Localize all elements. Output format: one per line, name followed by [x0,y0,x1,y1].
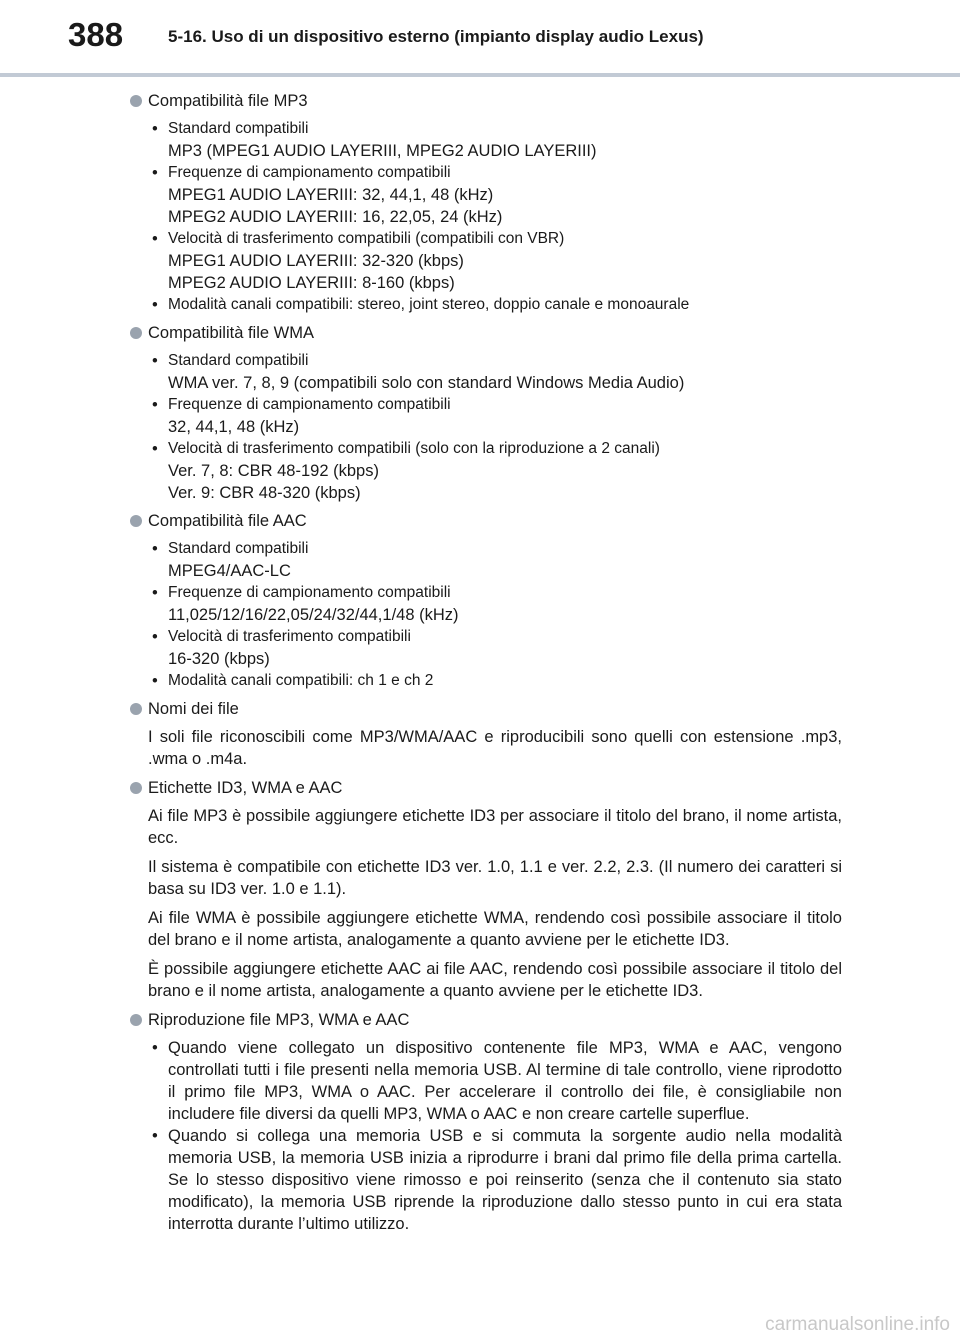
section-mp3 [130,90,842,316]
item-value: 11,025/12/16/22,05/24/32/44,1/48 (kHz) [168,606,459,624]
section-title-aac: Compatibilità file AAC [148,512,307,530]
bullet-circle-icon [130,327,142,339]
section-heading [130,510,842,532]
section-title-wma: Compatibilità file WMA [148,324,314,342]
section-tags [130,777,842,1002]
section-filenames [130,698,842,770]
bullet-dot-icon: • [152,120,158,138]
list-item [130,626,842,670]
bullet-dot-icon: • [152,396,158,414]
paragraph: Ai file MP3 è possibile aggiungere etichette ID3 per associare il titolo del brano, il nome artista, ecc. [148,807,842,847]
page-header [0,0,960,78]
item-label: Frequenze di campionamento compatibili [168,164,451,181]
paragraph: Ai file WMA è possibile aggiungere etichette WMA, rendendo così possibile associare il titolo del brano e il nome artista, analogamente a quanto avviene per le etichette ID3. [148,909,842,949]
list-item [130,118,842,162]
item-label: Frequenze di campionamento compatibili [168,396,451,413]
item-value: MPEG4/AAC-LC [168,562,291,580]
item-value: MP3 (MPEG1 AUDIO LAYERIII, MPEG2 AUDIO LAYERIII) [168,142,597,160]
item-text: Quando si collega una memoria USB e si commuta la sorgente audio nella modalità memoria USB, la memoria USB inizia a riprodurre i brani dal primo file della prima cartella. Se lo stesso dispositivo viene rimosso e poi reinserito (senza che il contenuto sia stato modificato), la memoria USB riprende la riproduzione dallo stesso punto in cui era stata interrotta durante l’ultimo utilizzo. [168,1127,842,1233]
bullet-dot-icon: • [152,352,158,370]
page-number: 388 [68,16,124,53]
bullet-circle-icon [130,703,142,715]
item-label: Frequenze di campionamento compatibili [168,584,451,601]
item-label: Velocità di trasferimento compatibili [168,628,411,645]
list-item [130,394,842,438]
list-item [130,228,842,294]
item-value: Ver. 9: CBR 48-320 (kbps) [168,484,361,502]
list-item [130,438,842,504]
item-label: Velocità di trasferimento compatibili (compatibili con VBR) [168,230,565,247]
paragraph: È possibile aggiungere etichette AAC ai file AAC, rendendo così possibile associare il titolo del brano e il nome artista, analogamente a quanto avviene per le etichette ID3. [148,960,842,1000]
item-value: 16-320 (kbps) [168,650,270,668]
list-item [130,162,842,228]
item-label: Standard compatibili [168,120,309,137]
bullet-dot-icon: • [152,296,158,314]
item-label: Modalità canali compatibili: ch 1 e ch 2 [168,672,434,689]
section-title-filenames: Nomi dei file [148,700,239,718]
section-title-mp3: Compatibilità file MP3 [148,92,308,110]
list-item [130,670,842,692]
bullet-circle-icon [130,95,142,107]
item-label: Modalità canali compatibili: stereo, joint stereo, doppio canale e monoaurale [168,296,690,313]
bullet-dot-icon: • [152,672,158,690]
watermark: carmanualsonline.info [765,1314,950,1335]
list-item [130,294,842,316]
list-item [130,538,842,582]
item-value: 32, 44,1, 48 (kHz) [168,418,300,436]
item-label: Standard compatibili [168,540,309,557]
section-heading [130,698,842,720]
bullet-dot-icon: • [152,584,158,602]
list-item [130,350,842,394]
bullet-dot-icon: • [152,164,158,182]
section-wma [130,322,842,504]
bullet-circle-icon [130,515,142,527]
paragraph: Il sistema è compatibile con etichette ID3 ver. 1.0, 1.1 e ver. 2.2, 2.3. (Il numero dei caratteri si basa su ID3 ver. 1.0 e 1.1). [148,858,842,898]
section-title: 5-16. Uso di un dispositivo esterno (impianto display audio Lexus) [168,27,704,46]
paragraph: I soli file riconoscibili come MP3/WMA/AAC e riproducibili sono quelli con estensione .mp3, .wma o .m4a. [148,728,842,768]
list-item [130,1125,842,1235]
bullet-dot-icon: • [152,540,158,558]
list-item [130,582,842,626]
section-heading [130,322,842,344]
item-value: MPEG1 AUDIO LAYERIII: 32-320 (kbps) [168,252,464,270]
item-value: MPEG1 AUDIO LAYERIII: 32, 44,1, 48 (kHz) [168,186,494,204]
item-label: Velocità di trasferimento compatibili (solo con la riproduzione a 2 canali) [168,440,660,457]
section-heading [130,1009,842,1031]
bullet-dot-icon: • [152,1127,158,1145]
item-value: MPEG2 AUDIO LAYERIII: 16, 22,05, 24 (kHz) [168,208,503,226]
section-aac [130,510,842,692]
item-value: Ver. 7, 8: CBR 48-192 (kbps) [168,462,379,480]
bullet-circle-icon [130,1014,142,1026]
bullet-dot-icon: • [152,628,158,646]
section-title-tags: Etichette ID3, WMA e AAC [148,779,343,797]
bullet-circle-icon [130,782,142,794]
item-label: Standard compatibili [168,352,309,369]
list-item [130,1037,842,1125]
bullet-dot-icon: • [152,440,158,458]
page-content [130,90,842,1241]
header-rule [0,73,960,77]
item-value: MPEG2 AUDIO LAYERIII: 8-160 (kbps) [168,274,455,292]
section-heading [130,90,842,112]
bullet-dot-icon: • [152,230,158,248]
section-playback [130,1009,842,1235]
item-text: Quando viene collegato un dispositivo contenente file MP3, WMA e AAC, vengono controllati tutti i file presenti nella memoria USB. Al termine di tale controllo, viene riprodotto il primo file MP3, WMA o AAC. Per accelerare il controllo dei file, è consigliabile non includere file diversi da quelli MP3, WMA o AAC e non creare cartelle superflue. [168,1039,842,1123]
item-value: WMA ver. 7, 8, 9 (compatibili solo con standard Windows Media Audio) [168,374,685,392]
section-heading [130,777,842,799]
bullet-dot-icon: • [152,1039,158,1057]
section-title-playback: Riproduzione file MP3, WMA e AAC [148,1011,410,1029]
